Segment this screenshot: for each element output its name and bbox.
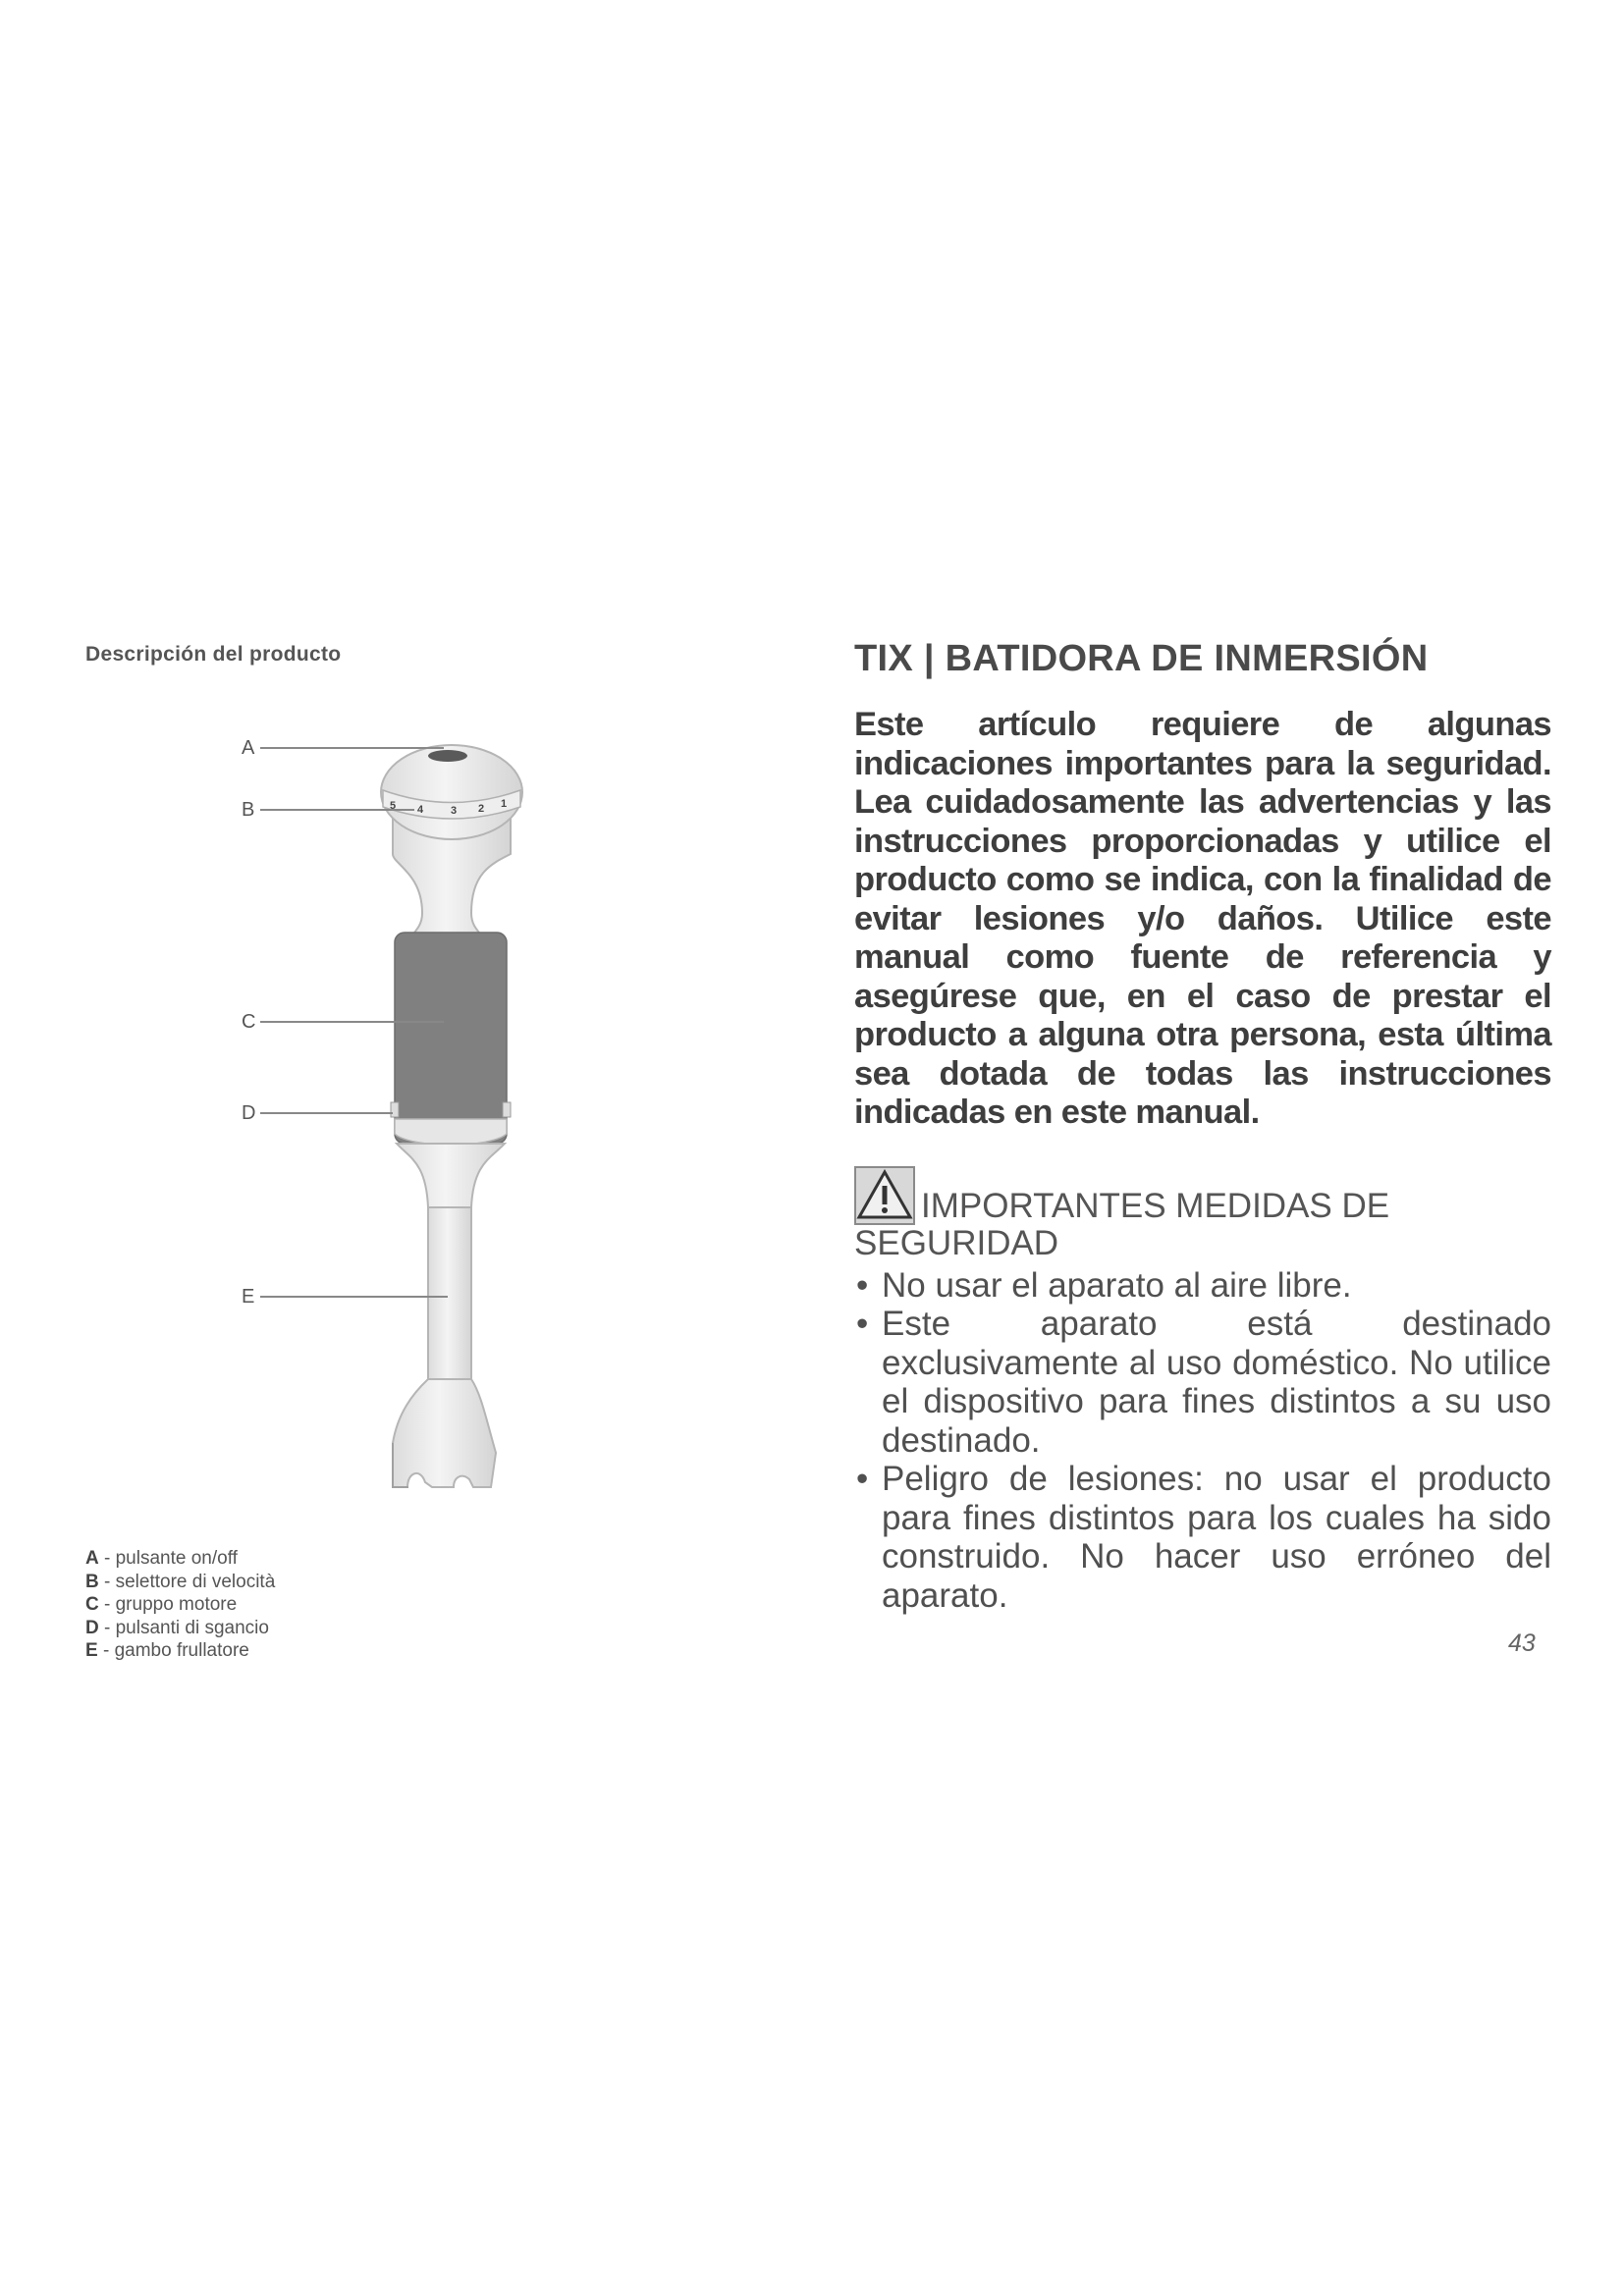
safety-heading-text: IMPORTANTES MEDIDAS DE SEGURIDAD <box>854 1186 1390 1262</box>
section-title: Descripción del producto <box>85 643 342 666</box>
page-title: TIX | BATIDORA DE INMERSIÓN <box>854 638 1429 679</box>
list-item: • No usar el aparato al aire libre. <box>854 1266 1551 1306</box>
callout-c: C <box>242 1011 256 1033</box>
legend-item: C - gruppo motore <box>85 1594 238 1615</box>
callout-e: E <box>242 1286 255 1308</box>
on-off-button <box>428 750 467 762</box>
dial-number: 1 <box>501 798 508 810</box>
legend-item: E - gambo frullatore <box>85 1640 249 1661</box>
list-item: • Peligro de lesiones: no usar el producto para fines distintos para los cuales ha sido construido. No hacer uso erróneo del aparato. <box>854 1460 1551 1615</box>
callout-a: A <box>242 737 255 759</box>
dial-number: 3 <box>451 805 458 817</box>
intro-paragraph: Este artículo requiere de algunas indicaciones importantes para la seguridad. Lea cuidadosamente las advertencias y las instrucciones proporcionadas y utilice el producto como se indica, con la finalidad de evitar lesiones y/o daños. Utilice este manual como fuente de referencia y asegúrese que, en el caso de prestar el producto a alguna otra persona, esta última sea dotada de todas las instrucciones indicadas en este manual. <box>854 706 1551 1131</box>
callout-b: B <box>242 799 255 821</box>
release-button-right <box>503 1102 511 1117</box>
parts-legend <box>85 1547 275 1663</box>
release-button-left <box>391 1102 399 1117</box>
legend-item: D - pulsanti di sgancio <box>85 1617 269 1638</box>
dial-number: 2 <box>478 803 485 815</box>
safety-list <box>854 1266 1551 1616</box>
right-column <box>854 638 1551 1615</box>
legend-item: A - pulsante on/off <box>85 1548 238 1569</box>
motor-group <box>395 933 507 1144</box>
callout-d: D <box>242 1102 256 1124</box>
dial-number: 5 <box>390 800 397 812</box>
warning-icon <box>854 1166 915 1225</box>
page-number: 43 <box>1508 1629 1536 1657</box>
legend-item: B - selettore di velocità <box>85 1571 276 1592</box>
safety-heading <box>854 1166 1551 1262</box>
blender-foot <box>393 1379 496 1487</box>
dial-number: 4 <box>417 804 424 816</box>
list-item: • Este aparato está destinado exclusivamente al uso doméstico. No utilice el dispositivo para fines distintos a su uso destinado. <box>854 1305 1551 1460</box>
